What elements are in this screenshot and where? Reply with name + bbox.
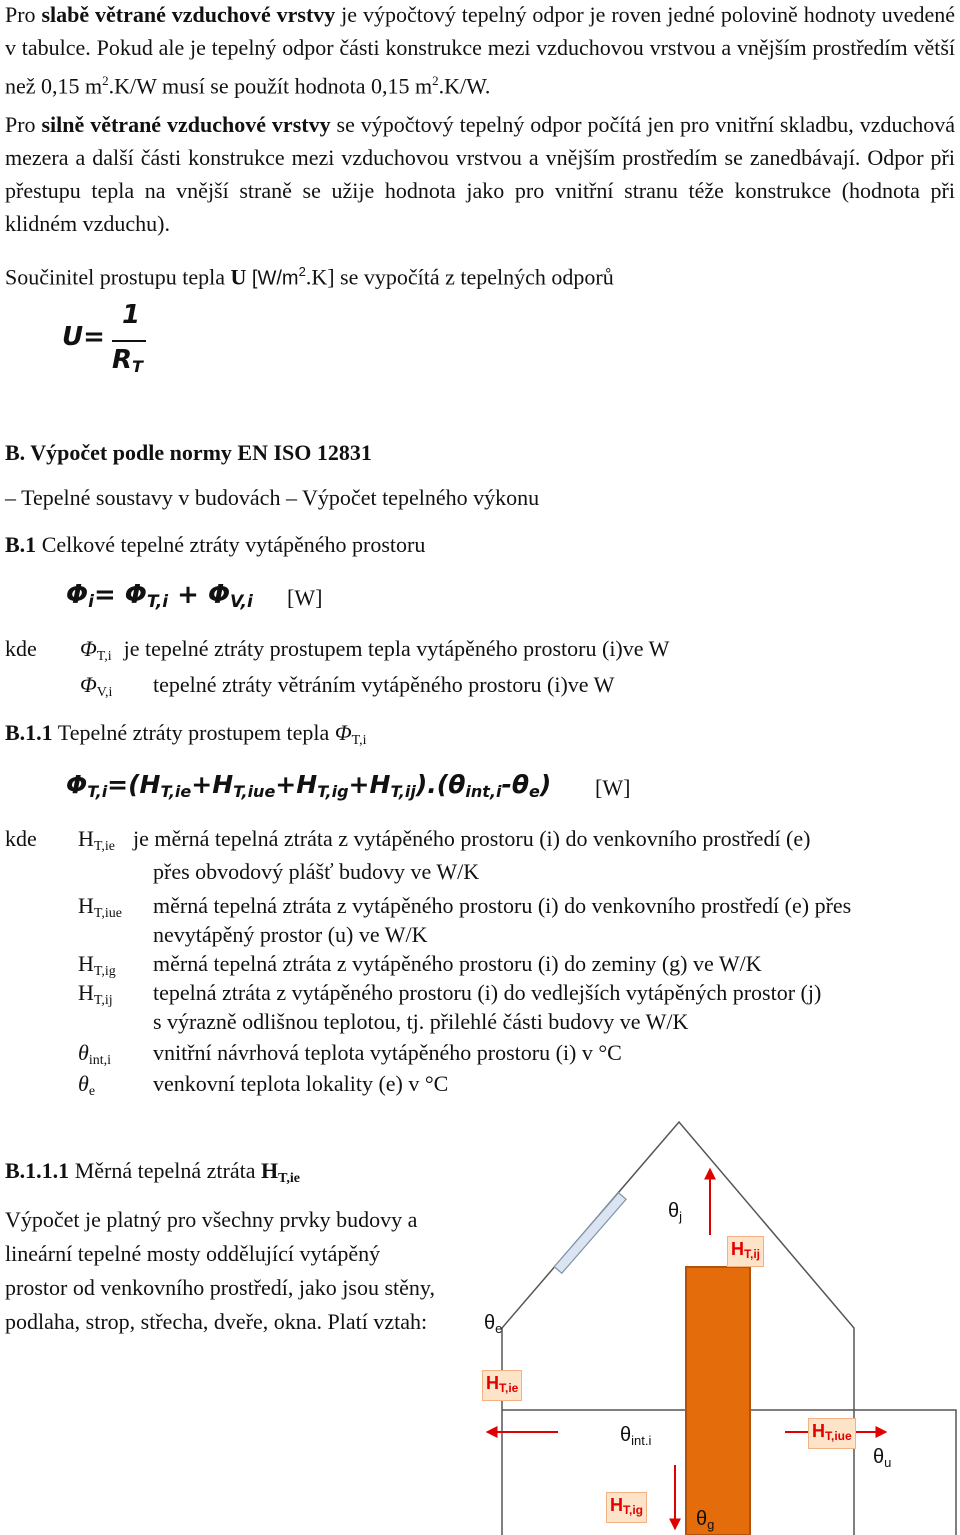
b11-sym: Φ bbox=[334, 720, 352, 745]
label-h-tie bbox=[482, 1370, 522, 1401]
theta-u-sym: θ bbox=[873, 1446, 885, 1468]
b11-title: Tepelné ztráty prostupem tepla bbox=[52, 720, 335, 745]
section-b111-heading bbox=[5, 1158, 300, 1187]
kde2-sym1: H bbox=[78, 893, 94, 918]
kde1-text2: tepelné ztráty větráním vytápěného prostoru (i)ve W bbox=[153, 672, 615, 697]
fti-plus2: + bbox=[275, 770, 297, 799]
kde2-text4: vnitřní návrhová teplota vytápěného prostoru (i) v °C bbox=[153, 1040, 622, 1065]
formula-phi-unit: [W] bbox=[287, 585, 323, 610]
formula-u-fraction-bar bbox=[112, 340, 146, 342]
theta-g-sub: g bbox=[707, 1517, 715, 1532]
b111-number: B.1.1.1 bbox=[5, 1158, 70, 1183]
phi-ti-symbol: Φ bbox=[124, 580, 147, 610]
phi-ti-sub: T,i bbox=[146, 592, 169, 612]
kde2-text0b: přes obvodový plášť budovy ve W/K bbox=[153, 859, 480, 884]
label-theta-g bbox=[696, 1508, 714, 1532]
theta-int-sym: θ bbox=[620, 1424, 632, 1446]
para1-text-mid: je výpočtový tepelný odpor je roven jedné polovině hodnoty uvedené v tabulce. Pokud ale je tepelný odpor části konstrukce mezi vzduchovou vrstvou a vnějším prostředím větší než 0,15 m bbox=[5, 2, 955, 99]
kde2-text1: měrná tepelná ztráta z vytápěného prostoru (i) do venkovního prostředí (e) přes bbox=[153, 893, 852, 918]
label-h-tij bbox=[727, 1236, 764, 1267]
b111-sym: H bbox=[260, 1158, 279, 1183]
h-tig-sub: T,ig bbox=[623, 1503, 643, 1517]
section-b-subtitle: – Tepelné soustavy v budovách – Výpočet tepelného výkonu bbox=[5, 485, 540, 510]
kde2-sym2: H bbox=[78, 951, 94, 976]
label-theta-int bbox=[620, 1424, 651, 1448]
phi-symbol: Φ bbox=[66, 580, 89, 610]
kde2-text2: měrná tepelná ztráta z vytápěného prostoru (i) do zeminy (g) ve W/K bbox=[153, 951, 762, 976]
formula-u-den-r: R bbox=[112, 345, 133, 375]
kde2-sym-hig bbox=[78, 951, 116, 980]
para1-sup2: 2 bbox=[432, 73, 439, 88]
kde2-sym-hiue bbox=[78, 893, 122, 922]
paragraph-u-coefficient bbox=[5, 255, 614, 295]
para1-text-mid2: .K/W musí se použít hodnota 0,15 m bbox=[108, 73, 433, 99]
kde2-sub3: T,ij bbox=[93, 993, 113, 1008]
kde2-sym4: θ bbox=[78, 1040, 89, 1065]
kde2-sub4: int,i bbox=[88, 1053, 111, 1068]
fti-h1-sub: T,ie bbox=[160, 782, 192, 801]
h-tig-sym: H bbox=[610, 1495, 623, 1515]
phi-plus: + bbox=[168, 580, 208, 610]
para1-text-start: Pro bbox=[5, 2, 42, 27]
kde1-text1: je tepelné ztráty prostupem tepla vytápěného prostoru (i)ve W bbox=[123, 636, 670, 661]
fti-theta1-sub: int,i bbox=[465, 782, 502, 801]
fti-h2-sub: T,iue bbox=[233, 782, 276, 801]
para2-text: se výpočtový tepelný odpor počítá jen pro vnitřní skladbu, vzduchová mezera a další části konstrukce mezi vzduchovou vrstvou a vnějším prostředím se zanedbávají. Odpor při přestupu tepla na vnější straně se užije hodnota jako pro vnitřní stranu téže konstrukce (hodnota při klidném vzduchu). bbox=[5, 112, 956, 236]
fti-plus1: + bbox=[191, 770, 213, 799]
kde2-sub1: T,iue bbox=[93, 906, 123, 921]
b1-number: B.1 bbox=[5, 532, 37, 557]
phi-sub-i: i bbox=[88, 592, 94, 612]
kde2-text0: je měrná tepelná ztráta z vytápěného prostoru (i) do venkovního prostředí (e) bbox=[133, 826, 811, 851]
kde2-text3b: s výrazně odlišnou teplotou, tj. přilehlé části budovy ve W/K bbox=[153, 1009, 689, 1034]
formula-phi-total bbox=[66, 580, 253, 612]
phi-vi-sub: V,i bbox=[230, 592, 253, 612]
phi-vi-symbol: Φ bbox=[207, 580, 231, 610]
section-b11-heading bbox=[5, 720, 366, 749]
kde2-sub5: e bbox=[88, 1084, 96, 1099]
theta-j-sub: j bbox=[679, 1209, 683, 1224]
formula-u-den-sub: T bbox=[132, 357, 143, 376]
h-tij-sub: T,ij bbox=[744, 1247, 761, 1261]
para1-bold: slabě větrané vzduchové vrstvy bbox=[41, 2, 336, 27]
fti-minus: - bbox=[501, 770, 512, 799]
para3-bold-u: U bbox=[230, 264, 247, 290]
door bbox=[686, 1267, 750, 1535]
para2-text-start: Pro bbox=[5, 112, 42, 137]
kde1-sub1: T,i bbox=[96, 649, 112, 664]
b11-sub: T,i bbox=[351, 733, 367, 748]
section-b-title: B. Výpočet podle normy EN ISO 12831 bbox=[5, 440, 372, 465]
formula-u-numerator: 1 bbox=[122, 300, 141, 330]
theta-int-sub: int.i bbox=[631, 1433, 652, 1448]
fti-mid: ).( bbox=[415, 770, 449, 799]
label-theta-u bbox=[873, 1446, 891, 1470]
label-h-tiue bbox=[808, 1418, 856, 1449]
h-tie-sub: T,ie bbox=[499, 1381, 519, 1395]
theta-e-sub: e bbox=[495, 1321, 503, 1336]
fti-theta2: θ bbox=[511, 770, 530, 799]
fti-eq: =( bbox=[107, 770, 140, 799]
kde2-sub0: T,ie bbox=[93, 839, 116, 854]
fti-lhs: Φ bbox=[66, 770, 88, 799]
kde2-text3: tepelná ztráta z vytápěného prostoru (i) do vedlejších vytápěných prostor (j) bbox=[153, 980, 822, 1005]
b111-paragraph: Výpočet je platný pro všechny prvky budovy a lineární tepelné mosty oddělující vytápěný prostor od venkovního prostředí, jako jsou stěny, podlaha, strop, střecha, dveře, okna. Platí vztah: bbox=[5, 1207, 435, 1334]
h-tiue-sub: T,iue bbox=[825, 1429, 852, 1443]
kde1-label: kde bbox=[5, 636, 37, 661]
paragraph-strongly-ventilated bbox=[5, 108, 955, 240]
formula-phi-ti bbox=[66, 770, 551, 801]
fti-h2: H bbox=[212, 770, 234, 799]
kde2-label: kde bbox=[5, 826, 37, 851]
roof-window bbox=[554, 1193, 626, 1274]
para3-sup: 2 bbox=[298, 264, 306, 279]
kde2-text1b: nevytápěný prostor (u) ve W/K bbox=[153, 922, 428, 947]
kde2-sym-theta-int bbox=[78, 1040, 111, 1069]
para3-unit: [W/m bbox=[246, 267, 299, 290]
b1-title: Celkové tepelné ztráty vytápěného prostoru bbox=[36, 532, 426, 557]
kde1-sub2: V,i bbox=[96, 685, 113, 700]
h-tie-sym: H bbox=[486, 1373, 499, 1393]
formula-u-lhs: U= bbox=[62, 322, 105, 352]
b11-number: B.1.1 bbox=[5, 720, 53, 745]
theta-j-sym: θ bbox=[668, 1200, 680, 1222]
fti-h4-sub: T,ij bbox=[390, 782, 416, 801]
h-tij-sym: H bbox=[731, 1239, 744, 1259]
kde2-sym-hij bbox=[78, 980, 113, 1009]
kde2-sym-hie bbox=[78, 826, 115, 855]
fti-theta2-sub: e bbox=[529, 782, 540, 801]
fti-h1: H bbox=[139, 770, 161, 799]
annex-outline bbox=[854, 1410, 956, 1535]
phi-eq: = bbox=[93, 580, 125, 610]
paragraph-weakly-ventilated bbox=[5, 0, 955, 102]
para3-text: Součinitel prostupu tepla bbox=[5, 264, 231, 290]
kde2-sub2: T,ig bbox=[93, 964, 116, 979]
theta-g-sym: θ bbox=[696, 1508, 708, 1530]
b111-title: Měrná tepelná ztráta bbox=[69, 1158, 261, 1183]
kde1-row1 bbox=[80, 636, 669, 665]
kde1-row2-sym bbox=[80, 672, 112, 701]
fti-h3-sub: T,ig bbox=[317, 782, 349, 801]
h-tiue-sym: H bbox=[812, 1421, 825, 1441]
para2-bold: silně větrané vzduchové vrstvy bbox=[41, 112, 331, 137]
formula-u-denominator bbox=[112, 345, 143, 376]
para3-text-end: .K] se vypočítá z tepelných odporů bbox=[305, 264, 614, 290]
fti-plus3: + bbox=[348, 770, 370, 799]
fti-close: ) bbox=[539, 770, 552, 799]
b111-sub: T,ie bbox=[278, 1171, 300, 1186]
label-theta-e bbox=[484, 1312, 502, 1336]
kde2-sym-theta-e bbox=[78, 1071, 95, 1100]
kde1-sym1: Φ bbox=[80, 636, 97, 661]
theta-u-sub: u bbox=[884, 1455, 892, 1470]
para1-text-end: .K/W. bbox=[438, 73, 491, 99]
section-b1-heading bbox=[5, 532, 425, 558]
fti-h3: H bbox=[296, 770, 318, 799]
fti-lhs-sub: T,i bbox=[87, 782, 108, 801]
kde2-sym3: H bbox=[78, 980, 94, 1005]
kde1-sym2: Φ bbox=[80, 672, 97, 697]
kde2-text5: venkovní teplota lokality (e) v °C bbox=[153, 1071, 449, 1096]
fti-theta1: θ bbox=[448, 770, 466, 799]
label-theta-j bbox=[668, 1200, 682, 1224]
house-diagram bbox=[460, 1110, 960, 1535]
label-h-tig bbox=[606, 1492, 647, 1523]
formula-ti-unit: [W] bbox=[595, 775, 631, 800]
kde2-sym5: θ bbox=[78, 1071, 89, 1096]
para1-sup1: 2 bbox=[102, 73, 109, 88]
kde2-sym0: H bbox=[78, 826, 94, 851]
theta-e-sym: θ bbox=[484, 1312, 496, 1334]
house-outline bbox=[502, 1122, 854, 1535]
fti-h4: H bbox=[369, 770, 391, 799]
